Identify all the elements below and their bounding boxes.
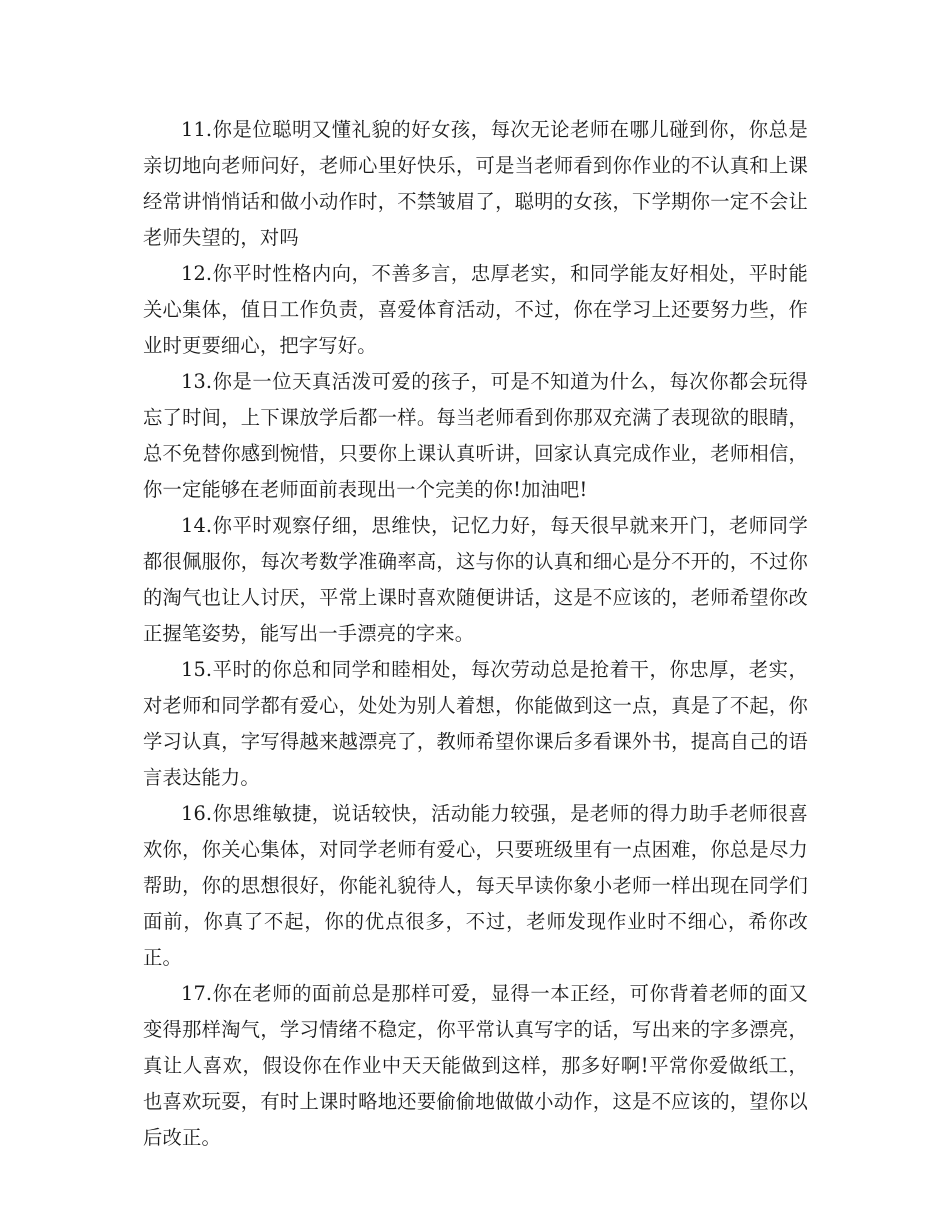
- comment-paragraph-16: 16.你思维敏捷，说话较快，活动能力较强，是老师的得力助手老师很喜欢你，你关心集体，对同学老师有爱心，只要班级里有一点困难，你总是尽力帮助，你的思想很好，你能礼貌待人，每天早读你象小老师一样出现在同学们面前，你真了不起，你的优点很多，不过，老师发现作业时不细心，希你改正。: [143, 802, 808, 969]
- comment-paragraph-17: 17.你在老师的面前总是那样可爱，显得一本正经，可你背着老师的面又变得那样淘气，学习情绪不稳定，你平常认真写字的话，写出来的字多漂亮，真让人喜欢，假设你在作业中天天能做到这样，那多好啊!平常你爱做纸工，也喜欢玩耍，有时上课时略地还要偷偷地做做小动作，这是不应该的，望你以后改正。: [143, 982, 808, 1149]
- comment-paragraph-12: 12.你平时性格内向，不善多言，忠厚老实，和同学能友好相处，平时能关心集体，值日工作负责，喜爱体育活动，不过，你在学习上还要努力些，作业时更要细心，把字写好。: [143, 262, 808, 357]
- comment-paragraph-13: 13.你是一位天真活泼可爱的孩子，可是不知道为什么，每次你都会玩得忘了时间，上下课放学后都一样。每当老师看到你那双充满了表现欲的眼睛，总不免替你感到惋惜，只要你上课认真听讲，回家认真完成作业，老师相信，你一定能够在老师面前表现出一个完美的你!加油吧!: [143, 370, 808, 501]
- comment-paragraph-15: 15.平时的你总和同学和睦相处，每次劳动总是抢着干，你忠厚，老实，对老师和同学都有爱心，处处为别人着想，你能做到这一点，真是了不起，你学习认真，字写得越来越漂亮了，教师希望你课后多看课外书，提高自己的语言表达能力。: [143, 658, 808, 789]
- comments-body: [143, 112, 808, 1156]
- comment-paragraph-14: 14.你平时观察仔细，思维快，记忆力好，每天很早就来开门，老师同学都很佩服你，每次考数学准确率高，这与你的认真和细心是分不开的，不过你的淘气也让人讨厌，平常上课时喜欢随便讲话，这是不应该的，老师希望你改正握笔姿势，能写出一手漂亮的字来。: [143, 514, 808, 645]
- comment-paragraph-11: 11.你是位聪明又懂礼貌的好女孩，每次无论老师在哪儿碰到你，你总是亲切地向老师问好，老师心里好快乐，可是当老师看到你作业的不认真和上课经常讲悄悄话和做小动作时，不禁皱眉了，聪明的女孩，下学期你一定不会让老师失望的，对吗: [143, 118, 808, 249]
